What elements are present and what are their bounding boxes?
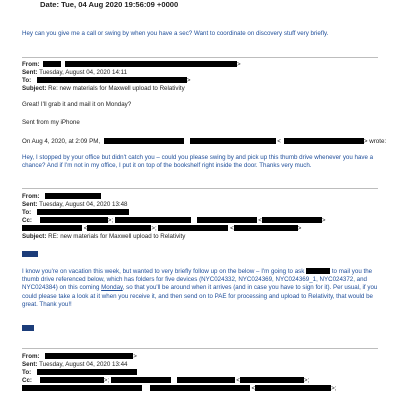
- redaction: [177, 377, 235, 382]
- from-line: From: >: [22, 353, 137, 360]
- redaction: [40, 217, 108, 222]
- redaction: [37, 77, 187, 82]
- redaction: [197, 217, 257, 222]
- sent-line: Sent: Tuesday, August 04, 2020 13:44: [22, 361, 128, 368]
- cc-line: < >; < >: [22, 225, 301, 233]
- redaction: [43, 61, 61, 66]
- to-line: To:: [22, 369, 137, 377]
- redaction: [65, 61, 237, 66]
- sent-line: Sent: Tuesday, August 04, 2020 13:48: [22, 201, 128, 208]
- redaction: [190, 138, 276, 143]
- cc-line: Cc: >; < >: [22, 217, 326, 224]
- from-line: From:: [22, 193, 101, 201]
- quote-attribution: On Aug 4, 2020, at 2:09 PM, < > wrote:: [22, 138, 387, 145]
- to-line: To: >: [22, 77, 191, 84]
- message-body: I know you're on vacation this week, but wanted to very briefly follow up on the below – I'm going to ask to mail you the thumb drive referenced below, which has folders for five devices (NYC024332, NYC024369, NYC024369_1, NYC024372, and NYC024384) on this coming Monday, so that you'll be around when it arrives (and in case you have to sign for it). Per usual, if you could please take a look at it when you receive it, and then send on to PAE for processing and upload to Relativity, that would be great. Thank you!!: [22, 268, 378, 308]
- redaction: [284, 138, 364, 143]
- quoted-message: Hey, I stopped by your office but didn't catch you – could you please swing by and pick up this thumb drive whenever you have a chance? And if I'm not in my office, I put it on top of the bookshelf right inside the door. Thanks very much.: [22, 154, 374, 170]
- divider: [22, 57, 378, 58]
- message-body: Hey can you give me a call or swing by when you have a sec? Want to coordinate on discovery stuff very briefly.: [22, 30, 329, 37]
- redaction: [22, 251, 38, 256]
- salutation: [22, 251, 38, 259]
- redaction: [115, 217, 191, 222]
- signature: Sent from my iPhone: [22, 119, 80, 126]
- cc-line: < >;: [22, 385, 336, 393]
- sent-line: Sent: Tuesday, August 04, 2020 14:11: [22, 69, 128, 76]
- header-date: Date: Tue, 04 Aug 2020 19:56:09 +0000: [40, 0, 179, 9]
- cc-line: Cc: >; < >;: [22, 377, 310, 384]
- signature: [22, 325, 34, 333]
- subject-line: Subject: RE: new materials for Maxwell upload to Relativity: [22, 233, 186, 240]
- divider: [22, 188, 378, 189]
- message-body: Great! I'll grab it and mail it on Monday?: [22, 101, 132, 108]
- redaction: [37, 209, 129, 214]
- redaction: [40, 377, 104, 382]
- from-line: From: >: [22, 61, 241, 68]
- divider: [22, 348, 378, 349]
- redaction: [306, 268, 330, 273]
- redaction: [150, 385, 250, 390]
- redaction: [111, 377, 171, 382]
- redaction: [234, 225, 298, 230]
- redaction: [255, 385, 331, 390]
- redaction: [22, 385, 142, 390]
- redaction: [45, 193, 101, 198]
- redaction: [37, 369, 137, 374]
- subject-line: Subject: Re: new materials for Maxwell upload to Relativity: [22, 85, 185, 92]
- redaction: [87, 225, 151, 230]
- redaction: [262, 217, 322, 222]
- redaction: [22, 325, 34, 330]
- redaction: [104, 138, 184, 143]
- redaction: [158, 225, 228, 230]
- redaction: [45, 353, 133, 358]
- to-line: To:: [22, 209, 129, 217]
- redaction: [240, 377, 304, 382]
- redaction: [22, 225, 82, 230]
